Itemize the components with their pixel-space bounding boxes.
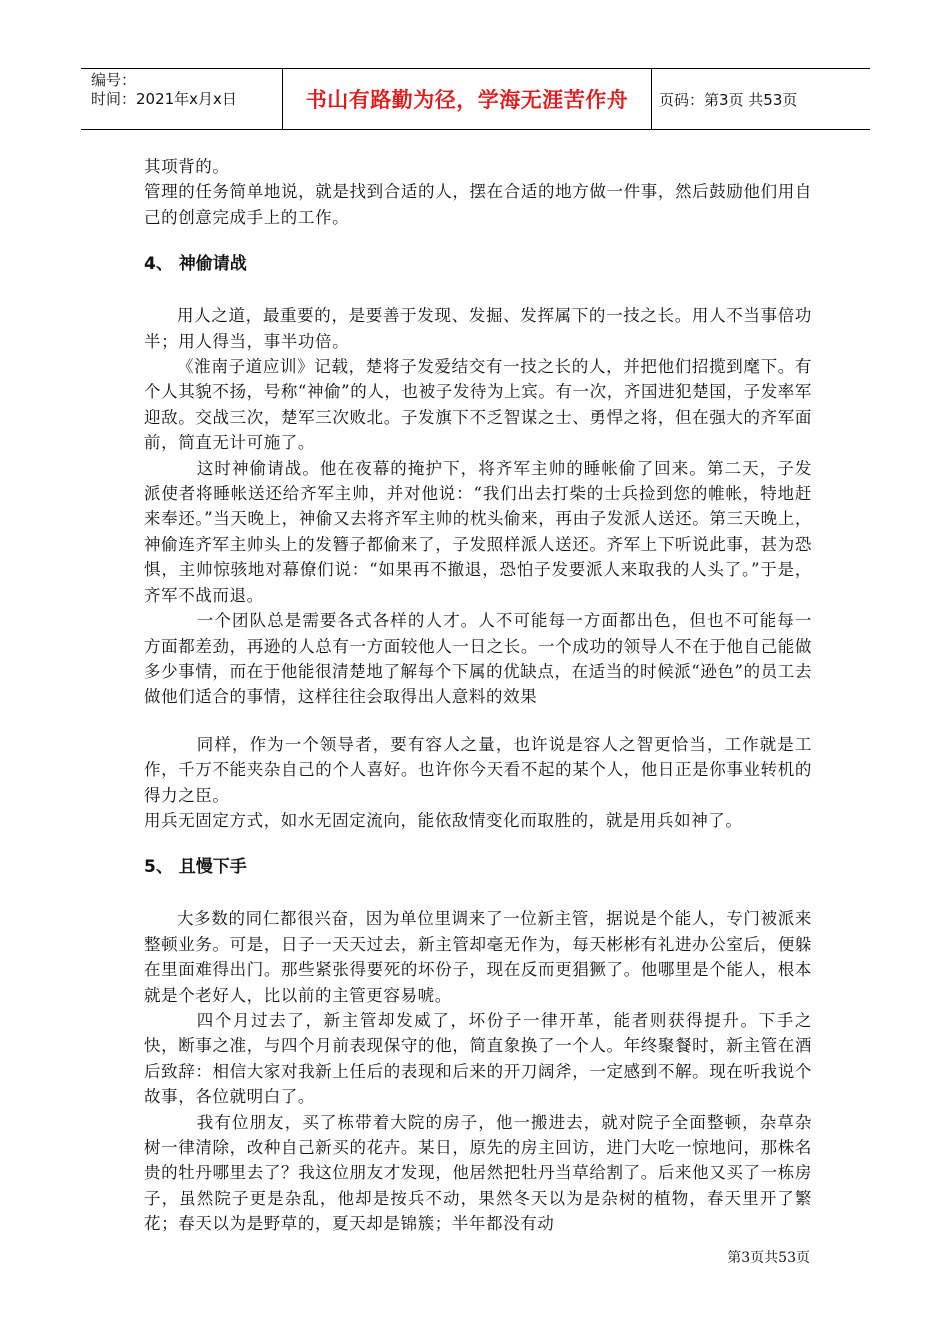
paragraph: 我有位朋友，买了栋带着大院的房子，他一搬进去，就对院子全面整顿，杂草杂树一律清除，改种自己新买的花卉。某日，原先的房主回访，进门大吃一惊地问，那株名贵的牡丹哪里去了？我这位朋友才发现，他居然把牡丹当草给割了。后来他又买了一栋房子，虽然院子更是杂乱，他却是按兵不动，果然冬天以为是杂树的植物，春天里开了繁花；春天以为是野草的，夏天却是锦簇；半年都没有动: [144, 1112, 812, 1234]
paragraph: 管理的任务简单地说，就是找到合适的人，摆在合适的地方做一件事，然后鼓励他们用自己的创意完成手上的工作。: [144, 182, 812, 227]
paragraph: 大多数的同仁都很兴奋，因为单位里调来了一位新主管，据说是个能人，专门被派来整顿业务。可是，日子一天天过去，新主管却毫无作为，每天彬彬有礼进办公室后，便躲在里面难得出门。那些紧张得要死的坏份子，现在反而更猖獗了。他哪里是个能人，根本就是个老好人，比以前的主管更容易唬。: [144, 909, 812, 1005]
page-info: 页码：第3页 共53页: [659, 90, 798, 109]
header-motto-cell: [282, 69, 652, 129]
paragraph: 《淮南子道应训》记载，楚将子发爱结交有一技之长的人，并把他们招揽到麾下。有个人其貌不扬，号称“神偷”的人，也被子发待为上宾。有一次，齐国进犯楚国，子发率军迎敌。交战三次，楚军三次败北。子发旗下不乏智谋之士、勇悍之将，但在强大的齐军面前，简直无计可施了。: [144, 357, 812, 453]
paragraph: 用人之道，最重要的，是要善于发现、发掘、发挥属下的一技之长。用人不当事倍功半；用人得当，事半功倍。: [144, 306, 812, 351]
paragraph: 其项背的。: [144, 157, 230, 176]
number-label: 编号：: [91, 71, 137, 89]
paragraph: 一个团队总是需要各式各样的人才。人不可能每一方面都出色，但也不可能每一方面都差劲，再逊的人总有一方面较他人一日之长。一个成功的领导人不在于他自己能做多少事情，而在于他能很清楚地了解每个下属的优缺点，在适当的时候派“逊色”的员工去做他们适合的事情，这样往往会取得出人意料的效果: [144, 611, 812, 707]
paragraph: 这时神偷请战。他在夜幕的掩护下，将齐军主帅的睡帐偷了回来。第二天，子发派使者将睡帐送还给齐军主帅，并对他说：“我们出去打柴的士兵捡到您的帷帐，特地赶来奉还。”当天晚上，神偷又去将齐军主帅的枕头偷来，再由子发派人送还。第三天晚上，神偷连齐军主帅头上的发簪子都偷来了，子发照样派人送还。齐军上下听说此事，甚为恐惧，主帅惊骇地对幕僚们说：“如果再不撤退，恐怕子发要派人来取我的人头了。”于是，齐军不战而退。: [144, 458, 812, 605]
header-page-cell: [651, 69, 870, 129]
paragraph: 四个月过去了，新主管却发威了，坏份子一律开革，能者则获得提升。下手之快，断事之准，与四个月前表现保守的他，简直象换了一个人。年终聚餐时，新主管在酒后致辞：相信大家对我新上任后的表现和后来的开刀阔斧，一定感到不解。现在听我说个故事，各位就明白了。: [144, 1010, 812, 1107]
section-heading-4: 4、 神偷请战: [144, 254, 247, 275]
motto-text: 书山有路勤为径，学海无涯苦作舟: [305, 88, 629, 112]
page-footer: 第3页共53页: [727, 1250, 810, 1266]
paragraph: 用兵无固定方式，如水无固定流向，能依敌情变化而取胜的，就是用兵如神了。: [144, 810, 743, 830]
section-heading-5: 5、 且慢下手: [144, 857, 247, 878]
document-body: [144, 154, 812, 1237]
date-label: 时间：2021年x月x日: [91, 90, 237, 108]
header-left-cell: [81, 69, 281, 129]
paragraph: 同样，作为一个领导者，要有容人之量，也许说是容人之智更恰当，工作就是工作，千万不能夹杂自己的个人喜好。也许你今天看不起的某个人，他日正是你事业转机的得力之臣。: [144, 734, 812, 805]
page-header: [81, 68, 870, 130]
